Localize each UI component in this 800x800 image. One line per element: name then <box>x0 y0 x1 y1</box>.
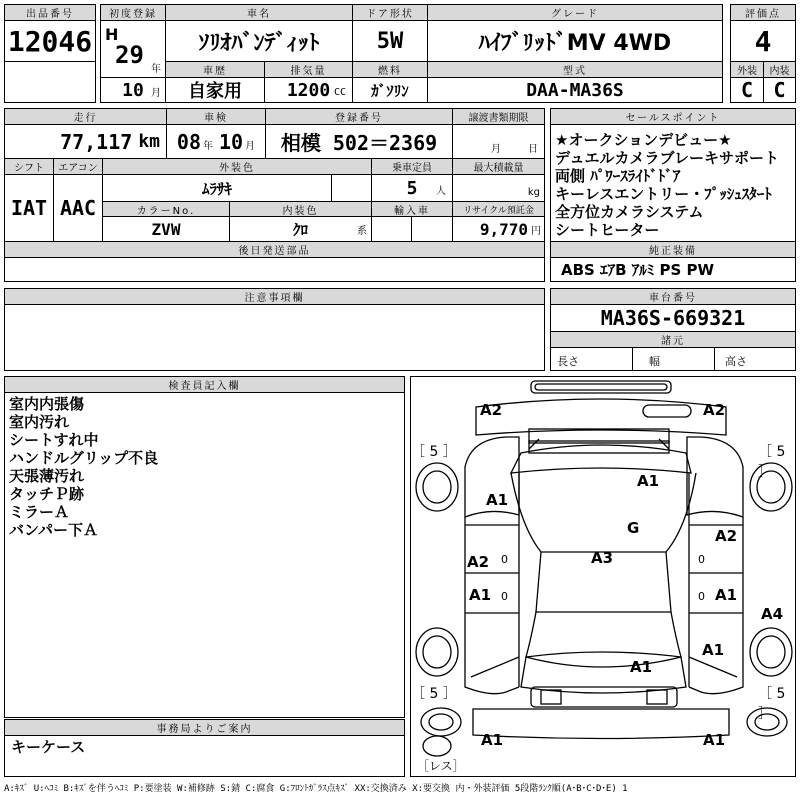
tire-condition: ［ 5 ］ <box>411 444 457 460</box>
mileage-header: 走行 <box>4 108 167 125</box>
int-color-header: 内装色 <box>229 201 372 217</box>
spec-width <box>632 347 715 371</box>
damage-mark: A2 <box>467 553 490 571</box>
office-text: キーケース <box>11 738 86 756</box>
door-header: ドア形状 <box>352 4 428 21</box>
inspector-header: 検査員記入欄 <box>4 376 405 393</box>
tire-condition: ［ 5 ］ <box>758 444 786 480</box>
shift: IAT <box>4 174 54 242</box>
sales-point-line: シートヒーター <box>555 221 660 239</box>
damage-mark: A1 <box>486 491 509 509</box>
spec-length-label: 長さ <box>557 355 579 368</box>
capacity-unit: 人 <box>436 186 446 197</box>
displacement <box>264 77 353 103</box>
sales-point-line: キーレスエントリー・ﾌﾟｯｼｭｽﾀｰﾄ <box>555 185 772 203</box>
inspection <box>166 124 266 159</box>
km-unit: km <box>138 131 160 152</box>
fuel: ｶﾞｿﾘﾝ <box>352 77 428 103</box>
max-load <box>452 174 545 202</box>
plate-header: 登録番号 <box>265 108 453 125</box>
tire-condition: ［ 5 ］ <box>411 686 457 702</box>
int-color-unit: 系 <box>357 226 367 237</box>
recycle-header: リサイクル預託金 <box>452 201 545 217</box>
score: 4 <box>730 20 796 62</box>
lot-number: 12046 <box>4 20 96 62</box>
notes-header: 注意事項欄 <box>4 288 545 305</box>
ext-color: ﾑﾗｻｷ <box>102 174 332 202</box>
int-score: C <box>763 77 796 103</box>
year-unit: 年 <box>151 64 161 75</box>
history: 自家用 <box>165 77 265 103</box>
transfer-doc <box>452 124 545 159</box>
damage-mark: A4 <box>761 605 784 623</box>
damage-mark: A1 <box>469 586 492 604</box>
recycle <box>452 216 545 242</box>
car-name-header: 車名 <box>165 4 353 21</box>
ext-score: C <box>730 77 764 103</box>
equipment-header: 純正装備 <box>550 241 796 258</box>
aircon: AAC <box>53 174 103 242</box>
fuel-header: 燃料 <box>352 61 428 78</box>
damage-mark: A1 <box>702 641 725 659</box>
damage-mark: A2 <box>715 527 738 545</box>
inspection-month: 10 <box>219 129 244 154</box>
era-label: H <box>105 25 119 44</box>
grade-header: グレード <box>427 4 723 21</box>
ext-color-header: 外装色 <box>102 158 372 175</box>
inspector-line: バンパー下Ａ <box>9 521 98 539</box>
later-parts-header: 後日発送部品 <box>4 241 545 258</box>
inspector-line: シートすれ中 <box>9 431 99 449</box>
inspector-line: タッチＰ跡 <box>9 485 85 503</box>
inspection-header: 車検 <box>166 108 266 125</box>
spec-width-label: 幅 <box>649 355 660 368</box>
damage-mark: G <box>627 519 640 537</box>
first-registration-month <box>100 77 166 103</box>
damage-mark: A1 <box>630 658 653 676</box>
inspector-line: 室内汚れ <box>9 413 70 431</box>
car-outline <box>411 377 796 777</box>
inspector-notes <box>4 392 405 718</box>
damage-mark: A2 <box>480 401 503 419</box>
inspector-line: 室内内張傷 <box>9 395 85 413</box>
chassis: MA36S-669321 <box>550 304 796 332</box>
sales-point-line: 両側 ﾊﾟﾜｰｽﾗｲﾄﾞﾄﾞｱ <box>555 167 681 185</box>
spare-tire: ［レス］ <box>417 759 465 773</box>
transfer-month-unit: 月 <box>491 144 501 155</box>
first-registration-year <box>100 20 166 78</box>
sales-point-line: 全方位カメラシステム <box>555 203 704 221</box>
shift-header: シフト <box>4 158 54 175</box>
sales-points-header: セールスポイント <box>550 108 796 125</box>
transfer-day-unit: 日 <box>528 144 538 155</box>
spec-length <box>550 347 633 371</box>
ext-score-header: 外装 <box>730 61 764 78</box>
model: DAA-MA36S <box>427 77 723 103</box>
capacity <box>371 174 453 202</box>
mileage <box>4 124 167 159</box>
zero-mark: 0 <box>501 553 508 566</box>
import-left <box>371 216 412 242</box>
lot-number-blank <box>4 61 96 103</box>
aircon-header: エアコン <box>53 158 103 175</box>
damage-mark: A1 <box>703 731 726 749</box>
damage-mark: A1 <box>481 731 504 749</box>
kg-unit: kg <box>527 187 540 198</box>
zero-mark: 0 <box>698 553 705 566</box>
office <box>4 735 405 777</box>
capacity-header: 乗車定員 <box>371 158 453 175</box>
damage-mark: A3 <box>591 549 614 567</box>
door: 5W <box>352 20 428 62</box>
inspector-line: 天張薄汚れ <box>9 467 85 485</box>
inspection-month-unit: 月 <box>245 141 256 152</box>
yen-unit: 円 <box>531 226 541 237</box>
chassis-header: 車台番号 <box>550 288 796 305</box>
int-score-header: 内装 <box>763 61 796 78</box>
inspector-line: ミラーＡ <box>9 503 70 521</box>
capacity-value: 5 <box>406 177 418 199</box>
first-registration-header: 初度登録 <box>100 4 166 21</box>
color-no-header: カラーNo. <box>102 201 230 217</box>
notes <box>4 304 545 371</box>
color-no: ZVW <box>102 216 230 242</box>
spec-height <box>714 347 796 371</box>
tire-condition: ［ 5 ］ <box>758 686 786 722</box>
max-load-header: 最大積載量 <box>452 158 545 175</box>
later-parts <box>4 257 545 282</box>
zero-mark: 0 <box>501 590 508 603</box>
specs-header: 諸元 <box>550 331 796 348</box>
month-unit: 月 <box>151 88 161 99</box>
sales-point-line: ★オークションデビュー★ <box>555 131 732 149</box>
model-header: 型式 <box>427 61 723 78</box>
damage-diagram <box>410 376 796 777</box>
first-registration-year-value: 29 <box>115 41 144 69</box>
spec-height-label: 高さ <box>725 355 747 368</box>
damage-mark: A2 <box>703 401 726 419</box>
inspection-year-unit: 年 <box>203 141 213 152</box>
score-header: 評価点 <box>730 4 796 21</box>
displacement-header: 排気量 <box>264 61 353 78</box>
displacement-value: 1200 <box>286 79 331 101</box>
inspection-year: 08 <box>176 129 201 154</box>
damage-mark: A1 <box>637 472 660 490</box>
cc-unit: CC <box>333 87 346 98</box>
int-color-value: ｸﾛ <box>292 220 308 239</box>
history-header: 車歴 <box>165 61 265 78</box>
car-name: ｿﾘｵﾊﾞﾝﾃﾞｨｯﾄ <box>165 20 353 62</box>
int-color <box>229 216 372 242</box>
import-header: 輸入車 <box>371 201 453 217</box>
damage-mark: A1 <box>715 586 738 604</box>
sales-point-line: デュエルカメラブレーキサポート <box>555 149 779 167</box>
equipment: ABS ｴｱB ｱﾙﾐ PS PW <box>550 257 796 282</box>
recycle-value: 9,770 <box>479 219 528 239</box>
transfer-doc-header: 譲渡書類期限 <box>452 108 545 125</box>
mileage-value: 77,117 <box>60 129 133 154</box>
zero-mark: 0 <box>698 590 705 603</box>
office-header: 事務局よりご案内 <box>4 719 405 736</box>
ext-color-blank <box>331 174 372 202</box>
inspector-line: ハンドルグリップ不良 <box>9 449 159 467</box>
legend: A:ｷｽﾞ U:ﾍｺﾐ B:ｷｽﾞを伴うﾍｺﾐ P:要塗装 W:補修跡 S:錆 C:腐食 G:ﾌﾛﾝﾄｶﾞﾗｽ点ｷｽﾞ XX:交換済み X:要交換 内・外装評価 5段階ﾗﾝｸ順(A･B･C･D･E) 1 <box>4 784 628 794</box>
first-registration-month-value: 10 <box>122 79 144 101</box>
import-right <box>411 216 453 242</box>
lot-number-header: 出品番号 <box>4 4 96 21</box>
sales-points <box>550 124 796 242</box>
plate: 相模 502＝2369 <box>265 124 453 159</box>
grade: ﾊｲﾌﾞﾘｯﾄﾞMV 4WD <box>427 20 723 62</box>
